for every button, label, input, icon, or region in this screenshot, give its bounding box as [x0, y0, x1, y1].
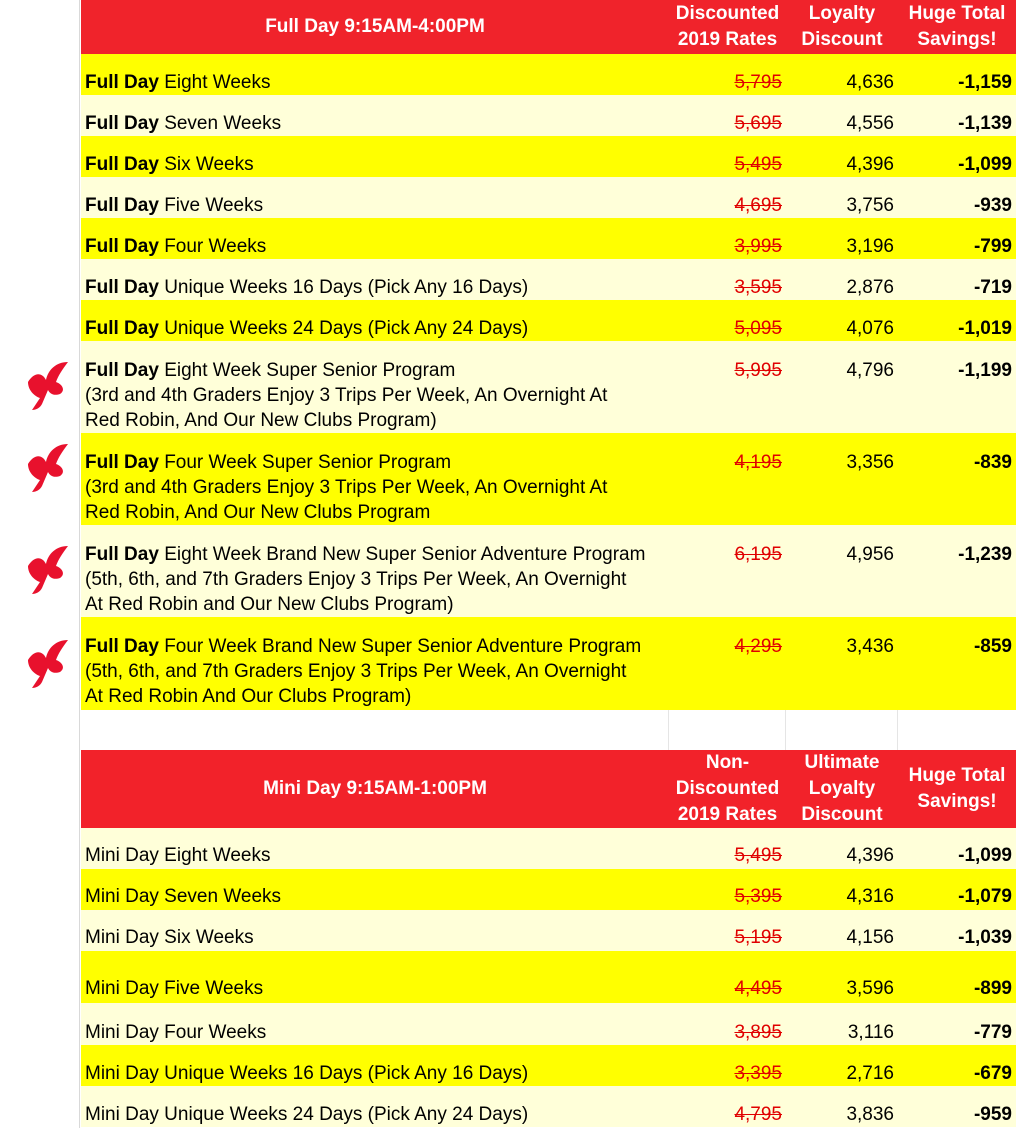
total-savings: -1,139: [958, 113, 1012, 134]
loyalty-rate: 4,636: [846, 72, 894, 93]
loyalty-rate: 4,556: [846, 113, 894, 134]
loyalty-rate: 3,836: [846, 1104, 894, 1125]
col-non-discounted-rates-header: Non- Discounted 2019 Rates: [675, 752, 780, 825]
row-description: Full Day Four Weeks: [85, 236, 267, 257]
row-description: Mini Day Seven Weeks: [85, 886, 282, 907]
table-row: [81, 828, 1016, 869]
table-row: [81, 1003, 1016, 1045]
original-rate: 3,995: [734, 236, 782, 257]
col-discounted-rates-header: Discounted 2019 Rates: [675, 3, 780, 50]
total-savings: -719: [973, 277, 1012, 298]
original-rate: 3,595: [734, 277, 782, 298]
mini-day-title: Mini Day 9:15AM-1:00PM: [263, 778, 487, 799]
total-savings: -1,099: [958, 845, 1012, 866]
loyalty-rate: 2,716: [846, 1063, 894, 1084]
row-description: Mini Day Five Weeks: [85, 978, 264, 999]
spacer-row: [81, 710, 1016, 750]
original-rate: 4,195: [734, 452, 782, 473]
table-row: [81, 910, 1016, 951]
row-description: Mini Day Unique Weeks 16 Days (Pick Any 16 Days): [85, 1063, 529, 1084]
red-bird-icon: [24, 544, 72, 596]
table-row: [81, 951, 1016, 1003]
total-savings: -779: [973, 1022, 1012, 1043]
row-description: Full Day Eight Week Super Senior Program (3rd and 4th Graders Enjoy 3 Trips Per Week, An Overnight At Red Robin, And Our New Clubs Program): [85, 360, 608, 431]
row-description: Full Day Eight Weeks: [85, 72, 271, 93]
row-description: Full Day Unique Weeks 24 Days (Pick Any 24 Days): [85, 318, 529, 339]
loyalty-rate: 3,116: [847, 1022, 894, 1043]
original-rate: 4,495: [734, 978, 782, 999]
original-rate: 5,695: [734, 113, 782, 134]
table-row: [81, 136, 1016, 177]
row-description: Full Day Four Week Super Senior Program (3rd and 4th Graders Enjoy 3 Trips Per Week, An Overnight At Red Robin, And Our New Clubs Program: [85, 452, 608, 523]
original-rate: 3,395: [734, 1063, 782, 1084]
original-rate: 4,295: [734, 636, 782, 657]
red-bird-icon: [24, 442, 72, 494]
loyalty-rate: 3,436: [846, 636, 894, 657]
row-description: Mini Day Four Weeks: [85, 1022, 267, 1043]
loyalty-rate: 3,756: [846, 195, 894, 216]
loyalty-rate: 4,076: [846, 318, 894, 339]
original-rate: 5,195: [734, 927, 782, 948]
total-savings: -939: [973, 195, 1012, 216]
original-rate: 4,795: [734, 1104, 782, 1125]
row-description: Full Day Unique Weeks 16 Days (Pick Any 16 Days): [85, 277, 529, 298]
original-rate: 5,395: [734, 886, 782, 907]
original-rate: 4,695: [734, 195, 782, 216]
table-row: [81, 1086, 1016, 1127]
table-row: [81, 1045, 1016, 1086]
total-savings: -799: [973, 236, 1012, 257]
total-savings: -679: [973, 1063, 1012, 1084]
total-savings: -839: [973, 452, 1012, 473]
original-rate: 6,195: [734, 544, 782, 565]
red-bird-icon: [24, 638, 72, 690]
loyalty-rate: 4,156: [846, 927, 894, 948]
total-savings: -1,079: [958, 886, 1012, 907]
original-rate: 5,795: [734, 72, 782, 93]
original-rate: 3,895: [734, 1022, 782, 1043]
loyalty-rate: 4,796: [846, 360, 894, 381]
loyalty-rate: 3,356: [846, 452, 894, 473]
total-savings: -1,199: [958, 360, 1012, 381]
table-row: [81, 525, 1016, 617]
loyalty-rate: 3,196: [846, 236, 894, 257]
table-row: [81, 433, 1016, 525]
total-savings: -1,239: [958, 544, 1012, 565]
table-row: [81, 300, 1016, 341]
row-description: Mini Day Unique Weeks 24 Days (Pick Any 24 Days): [85, 1104, 529, 1125]
table-row: [81, 869, 1016, 910]
loyalty-rate: 4,316: [846, 886, 894, 907]
col-loyalty-discount-header: Loyalty Discount: [801, 3, 883, 50]
original-rate: 5,095: [734, 318, 782, 339]
full-day-header: [81, 0, 1016, 54]
table-row: [81, 617, 1016, 710]
row-description: Mini Day Eight Weeks: [85, 845, 271, 866]
loyalty-rate: 4,396: [846, 845, 894, 866]
loyalty-rate: 2,876: [846, 277, 894, 298]
mini-day-header: [81, 750, 1016, 828]
table-row: [81, 341, 1016, 433]
row-description: Full Day Seven Weeks: [85, 113, 282, 134]
row-description: Full Day Eight Week Brand New Super Senior Adventure Program (5th, 6th, and 7th Graders Enjoy 3 Trips Per Week, An Overnight At Red Robin and Our New Clubs Program): [85, 544, 646, 615]
total-savings: -959: [973, 1104, 1012, 1125]
original-rate: 5,495: [734, 154, 782, 175]
table-row: [81, 259, 1016, 300]
table-row: [81, 177, 1016, 218]
row-description: Full Day Six Weeks: [85, 154, 254, 175]
loyalty-rate: 4,396: [846, 154, 894, 175]
col-total-savings-header: Huge Total Savings!: [908, 765, 1006, 812]
original-rate: 5,995: [734, 360, 782, 381]
total-savings: -1,159: [958, 72, 1012, 93]
loyalty-rate: 4,956: [846, 544, 894, 565]
col-total-savings-header: Huge Total Savings!: [908, 3, 1006, 50]
red-bird-icon: [24, 360, 72, 412]
total-savings: -1,039: [958, 927, 1012, 948]
total-savings: -1,099: [958, 154, 1012, 175]
total-savings: -1,019: [958, 318, 1012, 339]
table-row: [81, 54, 1016, 95]
row-description: Mini Day Six Weeks: [85, 927, 254, 948]
full-day-title: Full Day 9:15AM-4:00PM: [265, 16, 485, 37]
row-description: Full Day Four Week Brand New Super Senior Adventure Program (5th, 6th, and 7th Graders Enjoy 3 Trips Per Week, An Overnight At Red Robin And Our Clubs Program): [85, 636, 642, 707]
table-row: [81, 95, 1016, 136]
total-savings: -899: [973, 978, 1012, 999]
original-rate: 5,495: [734, 845, 782, 866]
loyalty-rate: 3,596: [846, 978, 894, 999]
table-row: [81, 218, 1016, 259]
row-description: Full Day Five Weeks: [85, 195, 264, 216]
total-savings: -859: [973, 636, 1012, 657]
col-ultimate-loyalty-header: Ultimate Loyalty Discount: [801, 752, 883, 825]
price-table: [81, 0, 1016, 1127]
